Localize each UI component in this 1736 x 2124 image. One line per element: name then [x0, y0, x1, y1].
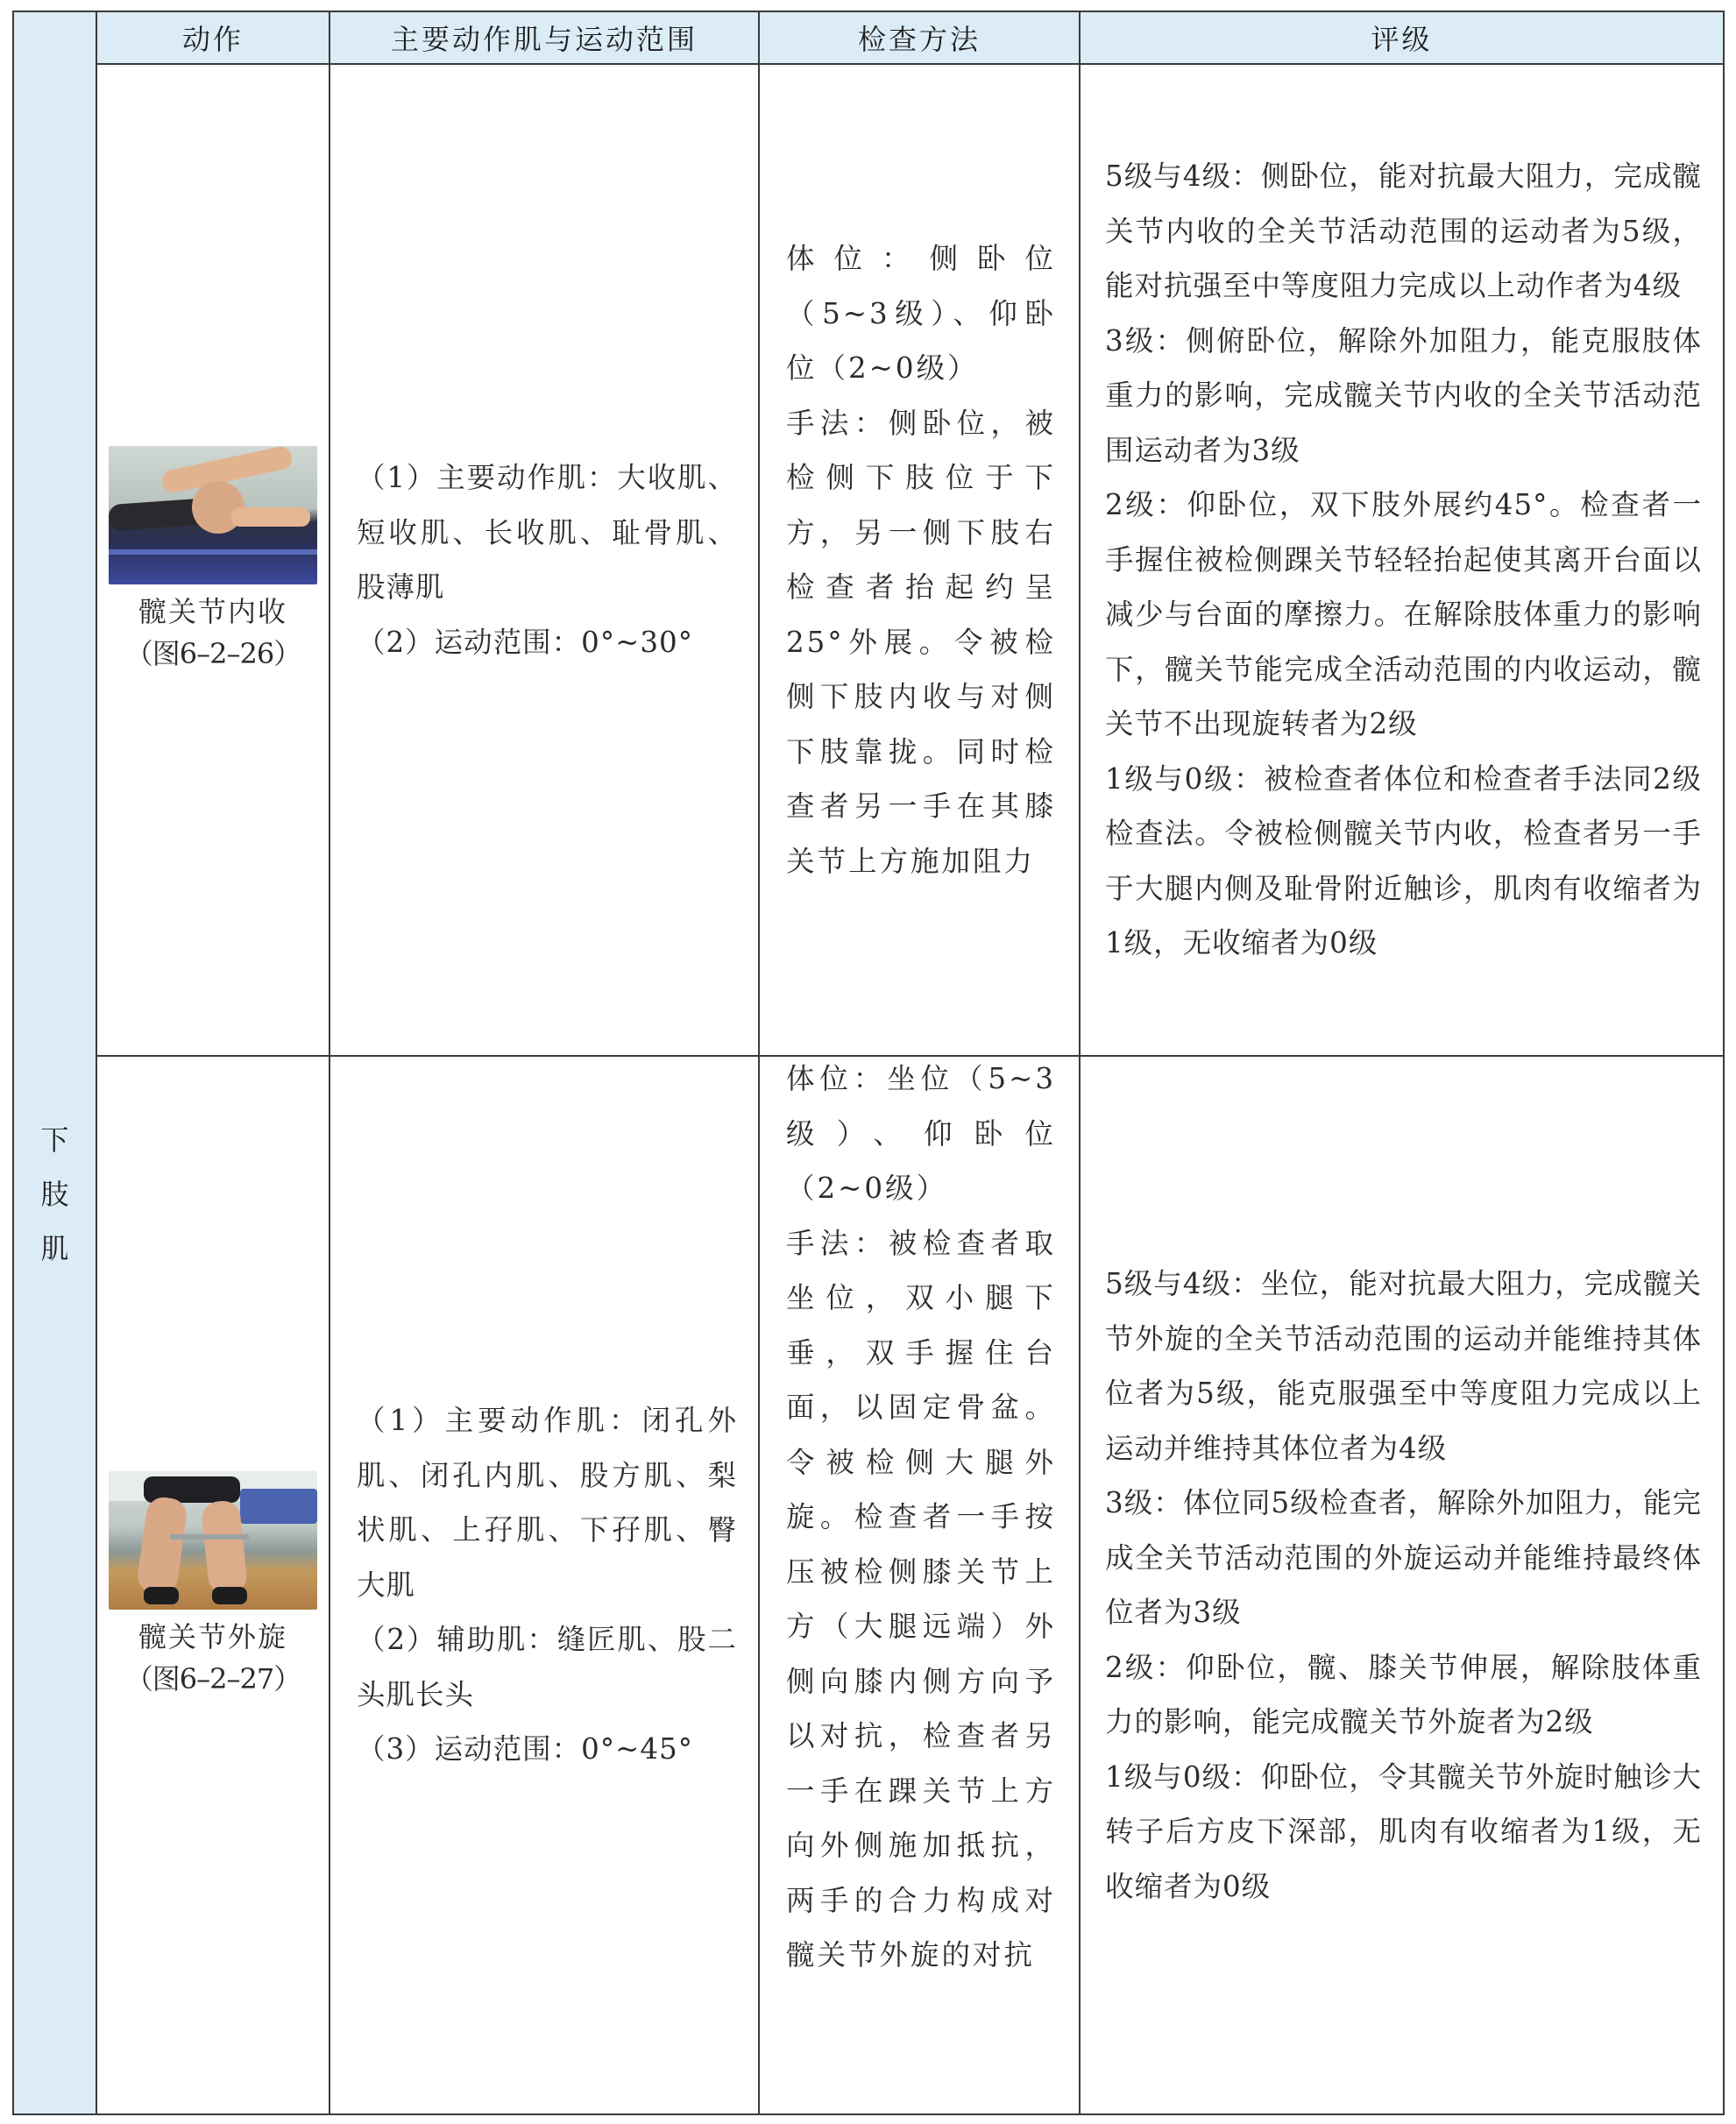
grading-item: 2级：仰卧位，髋、膝关节伸展，解除肢体重力的影响，能完成髋关节外旋者为2级 [1105, 1650, 1702, 1738]
grading-item: 1级与0级：仰卧位，令其髋关节外旋时触诊大转子后方皮下深部，肌肉有收缩者为1级，无收缩者为0级 [1105, 1759, 1702, 1903]
grading-item: 5级与4级：坐位，能对抗最大阻力，完成髋关节外旋的全关节活动范围的运动并能维持其体位者为5级，能克服强至中等度阻力完成以上运动并维持其体位者为4级 [1105, 1267, 1702, 1465]
muscles-item: （2）辅助肌：缝匠肌、股二头肌长头 [357, 1623, 737, 1711]
category-label: 下肢肌 [40, 1123, 69, 1265]
table-row [13, 1056, 1724, 2114]
grading-item: 3级：侧俯卧位，解除外加阻力，能克服肢体重力的影响，完成髋关节内收的全关节活动范围运动者为3级 [1105, 323, 1702, 467]
muscles-item: （2）运动范围：0°~30° [357, 625, 693, 659]
method-item: 体位：侧卧位（5~3级）、仰卧位（2~0级） [786, 242, 1056, 385]
muscles-cell [329, 1056, 759, 2114]
muscle-test-table-container [12, 11, 1723, 2113]
header-grading: 评级 [1080, 11, 1724, 64]
figure-reference: （图6–2–27） [124, 1662, 301, 1696]
muscle-test-table [12, 11, 1725, 2115]
action-name: 髋关节内收 [138, 595, 287, 628]
method-item: 手法：被检查者取坐位，双小腿下垂，双手握住台面，以固定骨盆。令被检侧大腿外旋。检查者一手按压被检侧膝关节上方（大腿远端）外侧向膝内侧方向予以对抗，检查者另一手在踝关节上方向外侧施加抵抗，两手的合力构成对髋关节外旋的对抗 [786, 1226, 1056, 1972]
action-name: 髋关节外旋 [138, 1620, 287, 1653]
method-cell [759, 64, 1080, 1056]
muscles-item: （1）主要动作肌：大收肌、短收肌、长收肌、耻骨肌、股薄肌 [357, 461, 737, 604]
muscles-item: （3）运动范围：0°~45° [357, 1732, 693, 1766]
grading-item: 5级与4级：侧卧位，能对抗最大阻力，完成髋关节内收的全关节活动范围的运动者为5级，能对抗强至中等度阻力完成以上动作者为4级 [1105, 159, 1702, 303]
header-method: 检查方法 [759, 11, 1080, 64]
header-action: 动作 [96, 11, 329, 64]
muscles-item: （1）主要动作肌：闭孔外肌、闭孔内肌、股方肌、梨状肌、上孖肌、下孖肌、臀大肌 [357, 1404, 737, 1602]
grading-cell [1080, 1056, 1724, 2114]
grading-cell [1080, 64, 1724, 1056]
action-cell [96, 1056, 329, 2114]
hip-external-rotation-photo [109, 1471, 317, 1610]
muscles-cell [329, 64, 759, 1056]
action-cell [96, 64, 329, 1056]
grading-item: 1级与0级：被检查者体位和检查者手法同2级检查法。令被检侧髋关节内收，检查者另一手于大腿内侧及耻骨附近触诊，肌肉有收缩者为1级，无收缩者为0级 [1105, 761, 1702, 960]
header-muscles-range: 主要动作肌与运动范围 [329, 11, 759, 64]
method-cell [759, 1056, 1080, 2114]
hip-adduction-photo [109, 446, 317, 584]
method-item: 体位：坐位（5~3级）、仰卧位（2~0级） [786, 1062, 1056, 1205]
table-row [13, 64, 1724, 1056]
grading-item: 3级：体位同5级检查者，解除外加阻力，能完成全关节活动范围的外旋运动并能维持最终体位者为3级 [1105, 1486, 1702, 1629]
category-cell [13, 11, 96, 2114]
table-header-row [13, 11, 1724, 64]
grading-item: 2级：仰卧位，双下肢外展约45°。检查者一手握住被检侧踝关节轻轻抬起使其离开台面以减少与台面的摩擦力。在解除肢体重力的影响下，髋关节能完成全活动范围的内收运动，髋关节不出现旋转者为2级 [1105, 488, 1702, 741]
method-item: 手法：侧卧位，被检侧下肢位于下方，另一侧下肢右检查者抬起约呈25°外展。令被检侧下肢内收与对侧下肢靠拢。同时检查者另一手在其膝关节上方施加阻力 [786, 406, 1056, 878]
figure-reference: （图6–2–26） [124, 637, 301, 670]
